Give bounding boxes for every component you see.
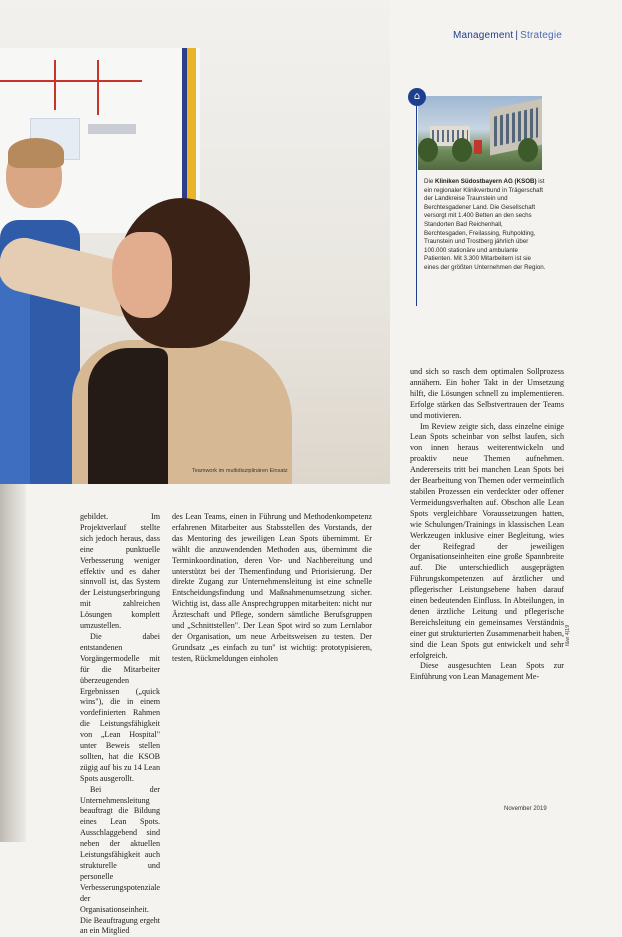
house-icon: ⌂ [408,88,426,106]
person-woman-top [88,348,168,484]
person-man-hair [8,138,64,168]
infobox-body: ist ein regionaler Klinikverbund in Trägerschaft der Landkreise Traunstein und Berchtesgadener Land. Die Gesellschaft versorgt mit 1.400 Betten an den sechs Standorten Bad Reichenhall, Berchtesgaden, Freilassing, Ruhpolding, Traunstein und Trostberg jährlich über 100.000 stationäre und ambulante Patienten. Mit 3.300 Mitarbeitern ist sie eines der größten Unternehmen der Region. [424,178,546,271]
tree [452,138,472,162]
text-column-1 [80,512,160,937]
paragraph: Bei der Unternehmensleitung beauftragt die Bildung eines Lean Spots. Ausschlaggebend sind neben der aktuellen Leistungsfähigkeit auch strukturelle und personelle Verbesserungspotenziale der Organisationseinheit. Die Beauftragung ergeht an ein Mitglied [80,784,161,936]
hospital-photo [418,96,542,170]
team-photo [0,0,390,484]
margin-note: f&w 4|19 [565,624,571,646]
whiteboard-line [54,60,56,110]
section-label: Management [452,30,514,41]
paragraph: und sich so rasch dem optimalen Sollprozess annähern. Ein hoher Takt in der Umsetzung hilft, die Lösungen schnell zu implementieren. Erfolge stärken das Selbstvertrauen der Teams und motivieren. [410,367,564,420]
page-footer: November 2019 [504,806,547,812]
whiteboard-note [88,124,136,134]
infobox-text [424,178,546,273]
text-column-3 [410,367,564,683]
tree [518,138,538,162]
infobox-lead: Die [424,178,436,185]
paragraph: Diese ausgesuchten Lean Spots zur Einführung von Lean Management Me- [410,661,564,682]
header-separator: | [515,30,519,41]
paragraph: Im Review zeigte sich, dass einzelne einige Lean Spots scheinbar von selbst laufen, sich von innen heraus weiterentwickeln und proaktiv neue Themen aufnehmen. Andererseits tritt bei manchen Lean Spots bei der Bearbeitung von Themen oder vermeintlich stabilen Prozessen ein verdeckter oder offener Vermeidungsverhalten auf. Obschon alle Lean Spots vergleichbare Voraussetzungen hatten, wie Schulungen/Trainings in klassischen Lean Werkzeugen inklusive einer Begleitung, wies der Reifegrad der jeweiligen Organisationseinheiten eine große Spannbreite auf. Die unterschiedlich ausgeprägten Führungskompetenzen auf ärztlicher und pflegerischer Leistungsebene haben darauf einen bedeutenden Einfluss. In Abteilungen, in denen ärztliche Leitung und pflegerische Bereichsleitung ein gemeinsames Verständnis einer gut strukturierten Zusammenarbeit haben, sind die Lean Spots gut entwickelt und sehr erfolgreich. [410,421,564,660]
whiteboard-line [97,60,99,115]
whiteboard-line [0,80,142,82]
section-header [453,30,562,41]
person-woman-face [112,232,172,318]
subsection-label: Strategie [520,30,562,41]
infobox-company: Kliniken Südostbayern AG (KSOB) [435,178,537,185]
paragraph: des Lean Teams, einen in Führung und Methodenkompetenz erfahrenen Mitarbeiter aus Stabsstellen des Vorstands, der das Mentoring des jeweiligen Lean Spots übernimmt. Er wählt die anzuwendenden Methoden aus, übernimmt die Terminkoordination, deren Vor- und Nachbereitung und unterstützt bei der Themenfindung und Priorisierung. Der direkte Zugang zur Unternehmensleitung ist eine schnelle Entscheidungsfindung und Maßnahmenumsetzung sicher. Wichtig ist, dass alle Ansprechgruppen mitarbeiten: nicht nur Ärzteschaft und Pflege, sondern sämtliche Berufsgruppen und „Schnittstellen". Der Lean Spot wird so zum Lernlabor der Organisation, um neue Arbeitsweisen zu testen. Der Grundsatz „es einfach zu tun" ist wichtig: prototypisieren, testen, Rückmeldungen einholen [172,512,372,663]
person-man-coat [0,260,30,484]
paragraph: gebildet. Im Projektverlauf stellte sich jedoch heraus, dass eine punktuelle Verbesserung weniger effektiv und es daher sinnvoll ist, das System der Leistungserbringung mit zahlreichen Lösungen komplett umzustellen. [80,512,160,631]
signpost [474,140,482,154]
paragraph: Die dabei entstandenen Vorgängermodelle mit für die Mitarbeiter überzeugenden Ergebnissen („quick wins"), die in einem vordefinierten Rahmen die Leistungsfähigkeit von „Lean Hospital" unter Beweis stellen sollten, hat die KSOB zügig auf bis zu 14 Lean Spots ausgerollt. [80,631,160,783]
text-column-2 [172,512,372,665]
tree [418,138,438,162]
photo-caption: Teamwork im multidisziplinären Einsatz [192,468,288,474]
